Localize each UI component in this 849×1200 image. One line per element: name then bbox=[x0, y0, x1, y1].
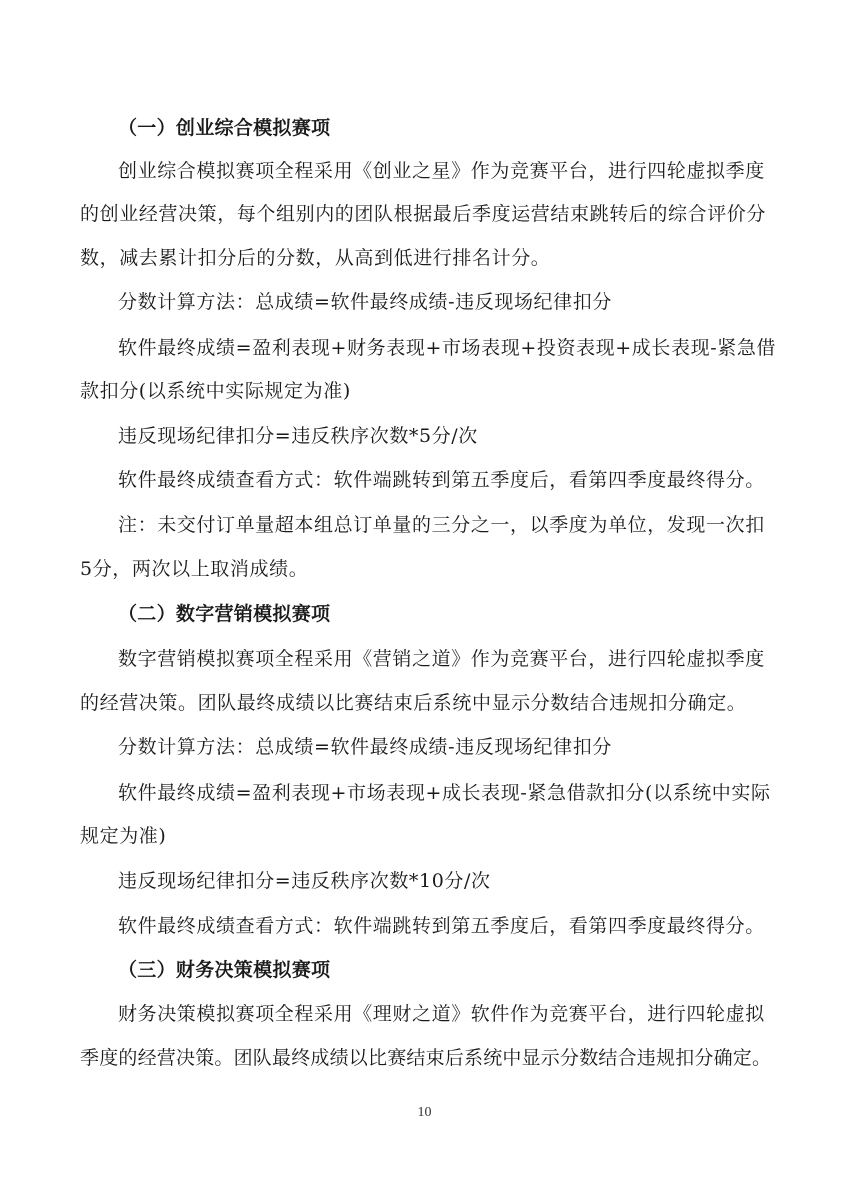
formula-method: 分数计算方法：总成绩=软件最终成绩-违反现场纪律扣分 bbox=[118, 736, 612, 758]
section-heading-digital-marketing: （二）数字营销模拟赛项 bbox=[118, 603, 331, 625]
section-heading-financial-decision: （三）财务决策模拟赛项 bbox=[118, 959, 331, 981]
software-score-formula-cont: 规定为准) bbox=[80, 825, 167, 847]
discipline-deduction: 违反现场纪律扣分=违反秩序次数*10分/次 bbox=[118, 870, 491, 892]
software-score-formula: 软件最终成绩=盈利表现+财务表现+市场表现+投资表现+成长表现-紧急借 bbox=[118, 337, 777, 359]
paragraph-line: 创业综合模拟赛项全程采用《创业之星》作为竞赛平台，进行四轮虚拟季度 bbox=[118, 160, 765, 182]
formula-method: 分数计算方法：总成绩=软件最终成绩-违反现场纪律扣分 bbox=[118, 291, 612, 313]
paragraph-line: 的经营决策。团队最终成绩以比赛结束后系统中显示分数结合违规扣分确定。 bbox=[80, 692, 747, 714]
paragraph-line: 财务决策模拟赛项全程采用《理财之道》软件作为竞赛平台，进行四轮虚拟 bbox=[118, 1003, 765, 1025]
paragraph-line: 数字营销模拟赛项全程采用《营销之道》作为竞赛平台，进行四轮虚拟季度 bbox=[118, 648, 765, 670]
view-method: 软件最终成绩查看方式：软件端跳转到第五季度后，看第四季度最终得分。 bbox=[118, 469, 765, 491]
note-line: 注：未交付订单量超本组总订单量的三分之一，以季度为单位，发现一次扣 bbox=[118, 514, 765, 536]
page-number: 10 bbox=[417, 1105, 432, 1120]
paragraph-line: 的创业经营决策，每个组别内的团队根据最后季度运营结束跳转后的综合评价分 bbox=[80, 203, 767, 225]
view-method: 软件最终成绩查看方式：软件端跳转到第五季度后，看第四季度最终得分。 bbox=[118, 915, 765, 937]
paragraph-line: 季度的经营决策。团队最终成绩以比赛结束后系统中显示分数结合违规扣分确定。 bbox=[80, 1047, 772, 1069]
discipline-deduction: 违反现场纪律扣分=违反秩序次数*5分/次 bbox=[118, 425, 478, 447]
paragraph-line: 数，减去累计扣分后的分数，从高到低进行排名计分。 bbox=[80, 247, 551, 269]
note-line-cont: 5分，两次以上取消成绩。 bbox=[80, 558, 309, 580]
software-score-formula-cont: 款扣分(以系统中实际规定为准) bbox=[80, 380, 351, 402]
section-heading-entrepreneurship: （一）创业综合模拟赛项 bbox=[118, 117, 331, 139]
software-score-formula: 软件最终成绩=盈利表现+市场表现+成长表现-紧急借款扣分(以系统中实际 bbox=[118, 782, 771, 804]
